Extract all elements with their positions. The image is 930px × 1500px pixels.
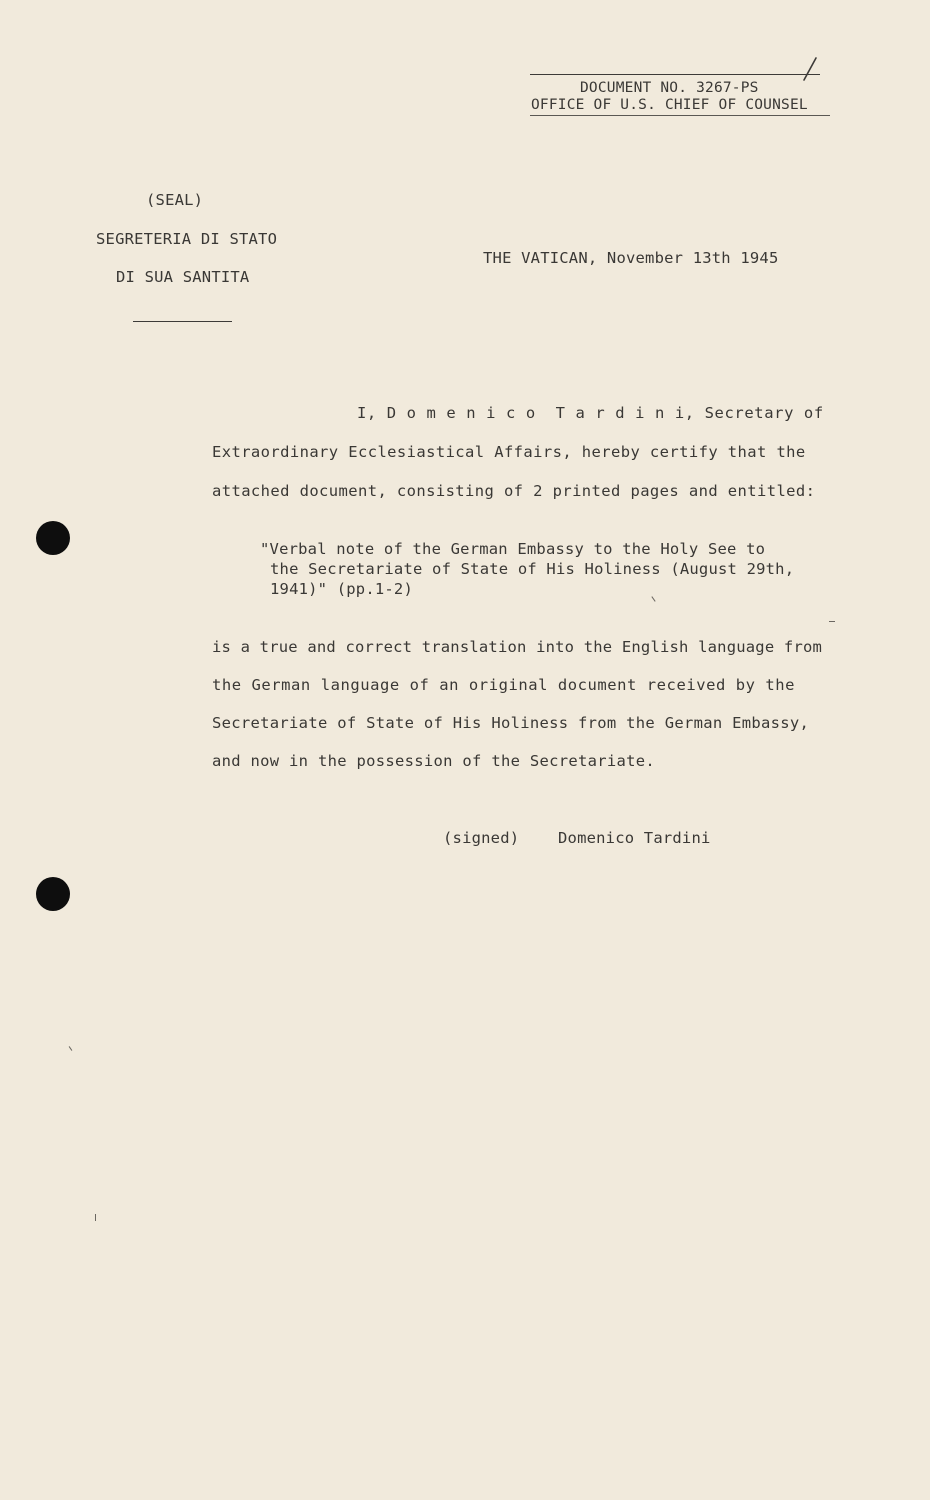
dateline: THE VATICAN, November 13th 1945 <box>483 249 779 267</box>
body2-line-3: Secretariate of State of His Holiness from the German Embassy, <box>212 714 810 732</box>
body2-line-4: and now in the possession of the Secretariate. <box>212 752 656 770</box>
punch-hole-lower <box>36 877 70 911</box>
quote-line-1: "Verbal note of the German Embassy to the Holy See to <box>260 540 766 558</box>
paper-speck <box>69 1046 73 1051</box>
office-label: OFFICE OF U.S. CHIEF OF COUNSEL <box>531 97 808 113</box>
letterhead-line-1: SEGRETERIA DI STATO <box>96 230 278 248</box>
body-line-2: Extraordinary Ecclesiastical Affairs, hereby certify that the <box>212 443 806 461</box>
signatory-name: Domenico Tardini <box>558 829 711 847</box>
body-line-3: attached document, consisting of 2 printed pages and entitled: <box>212 482 816 500</box>
paper-speck <box>829 621 835 622</box>
quote-line-2: the Secretariate of State of His Holiness (August 29th, <box>270 560 795 578</box>
document-number: DOCUMENT NO. 3267-PS <box>580 80 759 96</box>
letterhead-separator <box>133 321 232 322</box>
handwritten-slash-mark <box>798 56 820 96</box>
punch-hole-upper <box>36 521 70 555</box>
quote-line-3: 1941)" (pp.1-2) <box>270 580 413 598</box>
header-top-rule <box>530 74 820 75</box>
body2-line-1: is a true and correct translation into the English language from <box>212 638 823 656</box>
seal-label: (SEAL) <box>146 191 204 209</box>
header-bottom-rule <box>530 115 830 116</box>
body-line-1: I, D o m e n i c o T a r d i n i, Secretary of <box>357 404 824 422</box>
paper-speck <box>95 1214 96 1221</box>
paper-speck <box>651 596 655 601</box>
signed-label: (signed) <box>443 829 520 847</box>
body2-line-2: the German language of an original document received by the <box>212 676 796 694</box>
letterhead-line-2: DI SUA SANTITA <box>116 268 250 286</box>
